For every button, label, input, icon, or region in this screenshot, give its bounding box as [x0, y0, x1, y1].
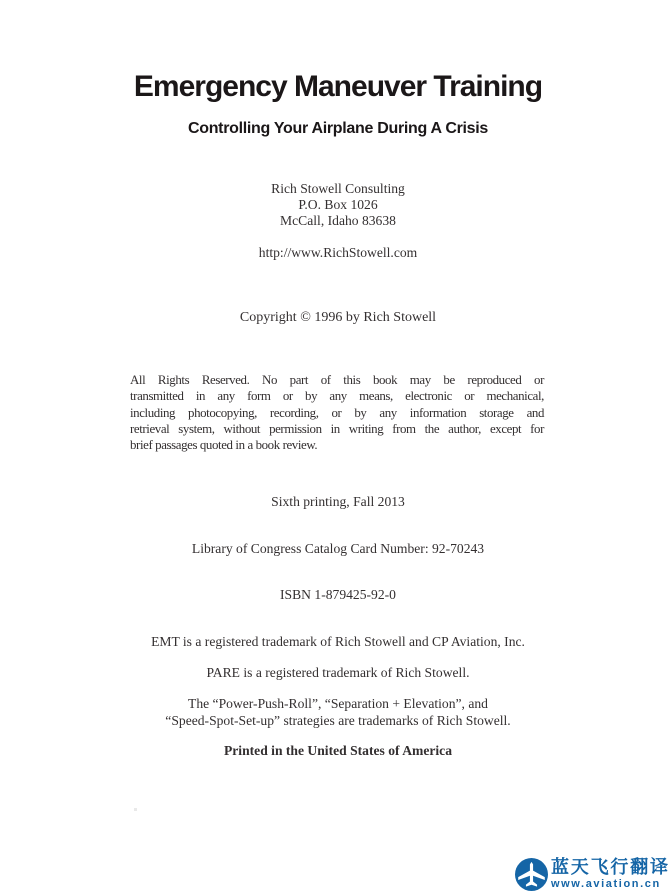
airplane-circle-logo-icon [515, 858, 548, 891]
trademark-strategies [0, 696, 670, 729]
publisher-address: McCall, Idaho 83638 [280, 213, 396, 228]
watermark-url-text: www.aviation.cn [551, 878, 661, 890]
rights-line: transmitted in any form or by any means, electronic or mechanical, [130, 389, 544, 404]
airplane-icon [517, 860, 546, 889]
publisher-po-box: P.O. Box 1026 [298, 197, 378, 212]
book-title: Emergency Maneuver Training [133, 70, 543, 103]
rights-line: including photocopying, recording, or by any information storage and [130, 405, 544, 420]
printing-edition: Sixth printing, Fall 2013 [271, 494, 405, 509]
translation-watermark [512, 855, 670, 893]
copyright-notice: Copyright © 1996 by Rich Stowell [239, 310, 437, 325]
scan-artifact-dot [134, 808, 137, 811]
rights-paragraph [130, 372, 544, 453]
trademark-emt: EMT is a registered trademark of Rich Stowell and CP Aviation, Inc. [151, 634, 525, 649]
printed-in-usa: Printed in the United States of America [223, 743, 453, 758]
rights-line: All Rights Reserved. No part of this book may be reproduced or [130, 373, 544, 387]
publisher-website: http://www.RichStowell.com [258, 245, 418, 260]
trademark-strategies-line-1: The “Power-Push-Roll”, “Separation + Elevation”, and [188, 696, 488, 711]
publisher-name: Rich Stowell Consulting [271, 181, 405, 196]
rights-line: retrieval system, without permission in writing from the author, except for [130, 421, 544, 436]
book-subtitle: Controlling Your Airplane During A Crisis [187, 120, 488, 137]
publisher-block [0, 181, 670, 229]
trademark-pare: PARE is a registered trademark of Rich Stowell. [206, 665, 470, 680]
loc-card-number: Library of Congress Catalog Card Number: 92-70243 [191, 541, 485, 556]
watermark-brand-text: 蓝天飞行翻译 [551, 857, 670, 877]
trademark-strategies-line-2: “Speed-Spot-Set-up” strategies are trademarks of Rich Stowell. [165, 712, 511, 728]
rights-line: brief passages quoted in a book review. [130, 438, 318, 453]
isbn: ISBN 1-879425-92-0 [280, 587, 396, 602]
